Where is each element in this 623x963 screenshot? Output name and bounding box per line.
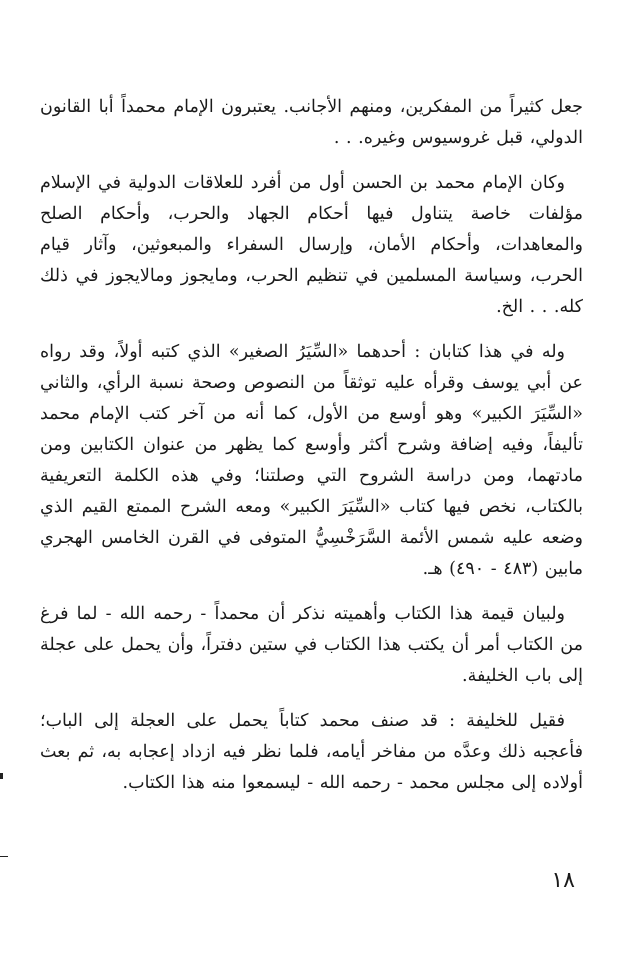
body-text — [40, 92, 583, 799]
page-number: ١٨ — [551, 868, 575, 893]
scan-edge-mark — [0, 856, 8, 857]
paragraph-3: وله في هذا كتابان : أحدهما «السِّيَرُ الصغير» الذي كتبه أولاً، وقد رواه عن أبي يوسف وقرأه عليه توثقاً من النصوص وصحة نسبة الرأي، والثاني «السِّيَرَ الكبير» وهو أوسع من الأول، كما أنه من آخر كتب الإمام محمد تأليفاً، وفيه إضافة وشرح أكثر وأوسع كما يظهر من عنوان الكتابين ومن مادتهما، ومن دراسة الشروح التي وصلتنا؛ وفي هذه الكلمة التعريفية بالكتاب، نخص فيها كتاب «السِّيَرَ الكبير» ومعه الشرح الممتع القيم الذي وضعه عليه شمس الأئمة السَّرَخْسِيُّ المتوفى في القرن الخامس الهجري مابين (٤٨٣ - ٤٩٠) هـ. — [40, 342, 583, 579]
paragraph-1: جعل كثيراً من المفكرين، ومنهم الأجانب. يعتبرون الإمام محمداً أبا القانون الدولي، قبل غروسيوس وغيره. . . — [40, 97, 583, 148]
paragraph-2: وكان الإمام محمد بن الحسن أول من أفرد للعلاقات الدولية في الإسلام مؤلفات خاصة يتناول فيها أحكام الجهاد والحرب، وأحكام الصلح والمعاهدات، وأحكام الأمان، وإرسال السفراء والمبعوثين، وآثار قيام الحرب، وسياسة المسلمين في تنظيم الحرب، ومايجوز ومالايجوز في ذلك كله. . . الخ. — [40, 173, 583, 317]
paragraph-5: فقيل للخليفة : قد صنف محمد كتاباً يحمل على العجلة إلى الباب؛ فأعجبه ذلك وعدَّه من مفاخر أيامه، فلما نظر فيه ازداد إعجابه به، ثم بعث أولاده إلى مجلس محمد - رحمه الله - ليسمعوا منه هذا الكتاب. — [40, 711, 583, 793]
paragraph-4: ولبيان قيمة هذا الكتاب وأهميته نذكر أن محمداً - رحمه الله - لما فرغ من الكتاب أمر أن يكتب هذا الكتاب في ستين دفتراً، وأن يحمل على عجلة إلى باب الخليفة. — [40, 604, 583, 686]
scan-edge-mark — [0, 773, 3, 779]
